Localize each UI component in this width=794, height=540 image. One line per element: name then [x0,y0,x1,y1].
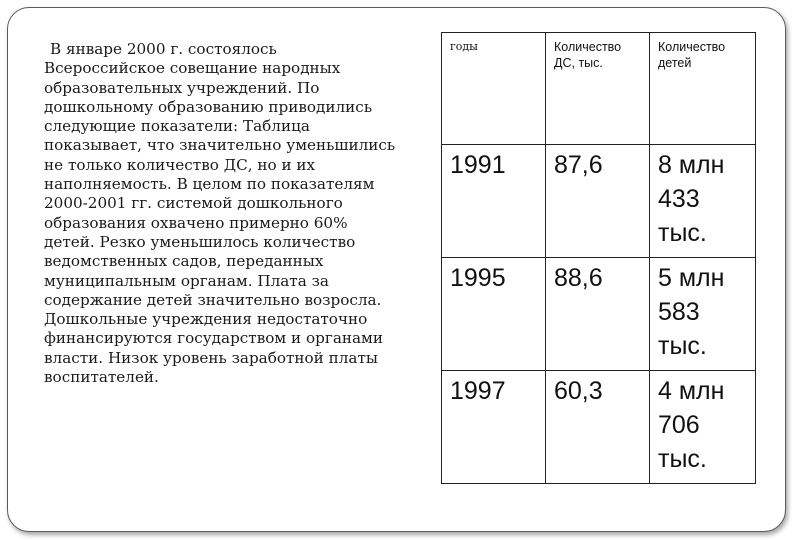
table-header-row [442,33,756,145]
table-row [442,371,756,484]
cell-children: 8 млн 433 тыс. [650,145,756,258]
table-row [442,258,756,371]
cell-children: 5 млн 583 тыс. [650,258,756,371]
cell-year: 1997 [442,371,546,484]
table-row [442,145,756,258]
cell-year: 1995 [442,258,546,371]
paragraph-text: В январе 2000 г. состоялось Всероссийское совещание народных образовательных учреждений. По дошкольному образованию приводились следующие показатели: Таблица показывает, что значительно уменьшились не только количество ДС, но и их наполняемость. В целом по показателям 2000-2001 гг. системой дошкольного образования охвачено примерно 60% детей. Резко уменьшилось количество ведомственных садов, переданных муниципальным органам. Плата за содержание детей значительно возросла. Дошкольные учреждения недостаточно финансируются государством и органами власти. Низок уровень заработной платы воспитателей. [44,40,396,387]
cell-year: 1991 [442,145,546,258]
cell-ds: 60,3 [546,371,650,484]
cell-ds: 88,6 [546,258,650,371]
header-ds-count: Количество ДС, тыс. [546,33,650,145]
header-years: годы [442,33,546,145]
cell-children: 4 млн 706 тыс. [650,371,756,484]
statistics-table [441,32,756,484]
body-paragraph [44,40,396,387]
cell-ds: 87,6 [546,145,650,258]
header-children-count: Количество детей [650,33,756,145]
